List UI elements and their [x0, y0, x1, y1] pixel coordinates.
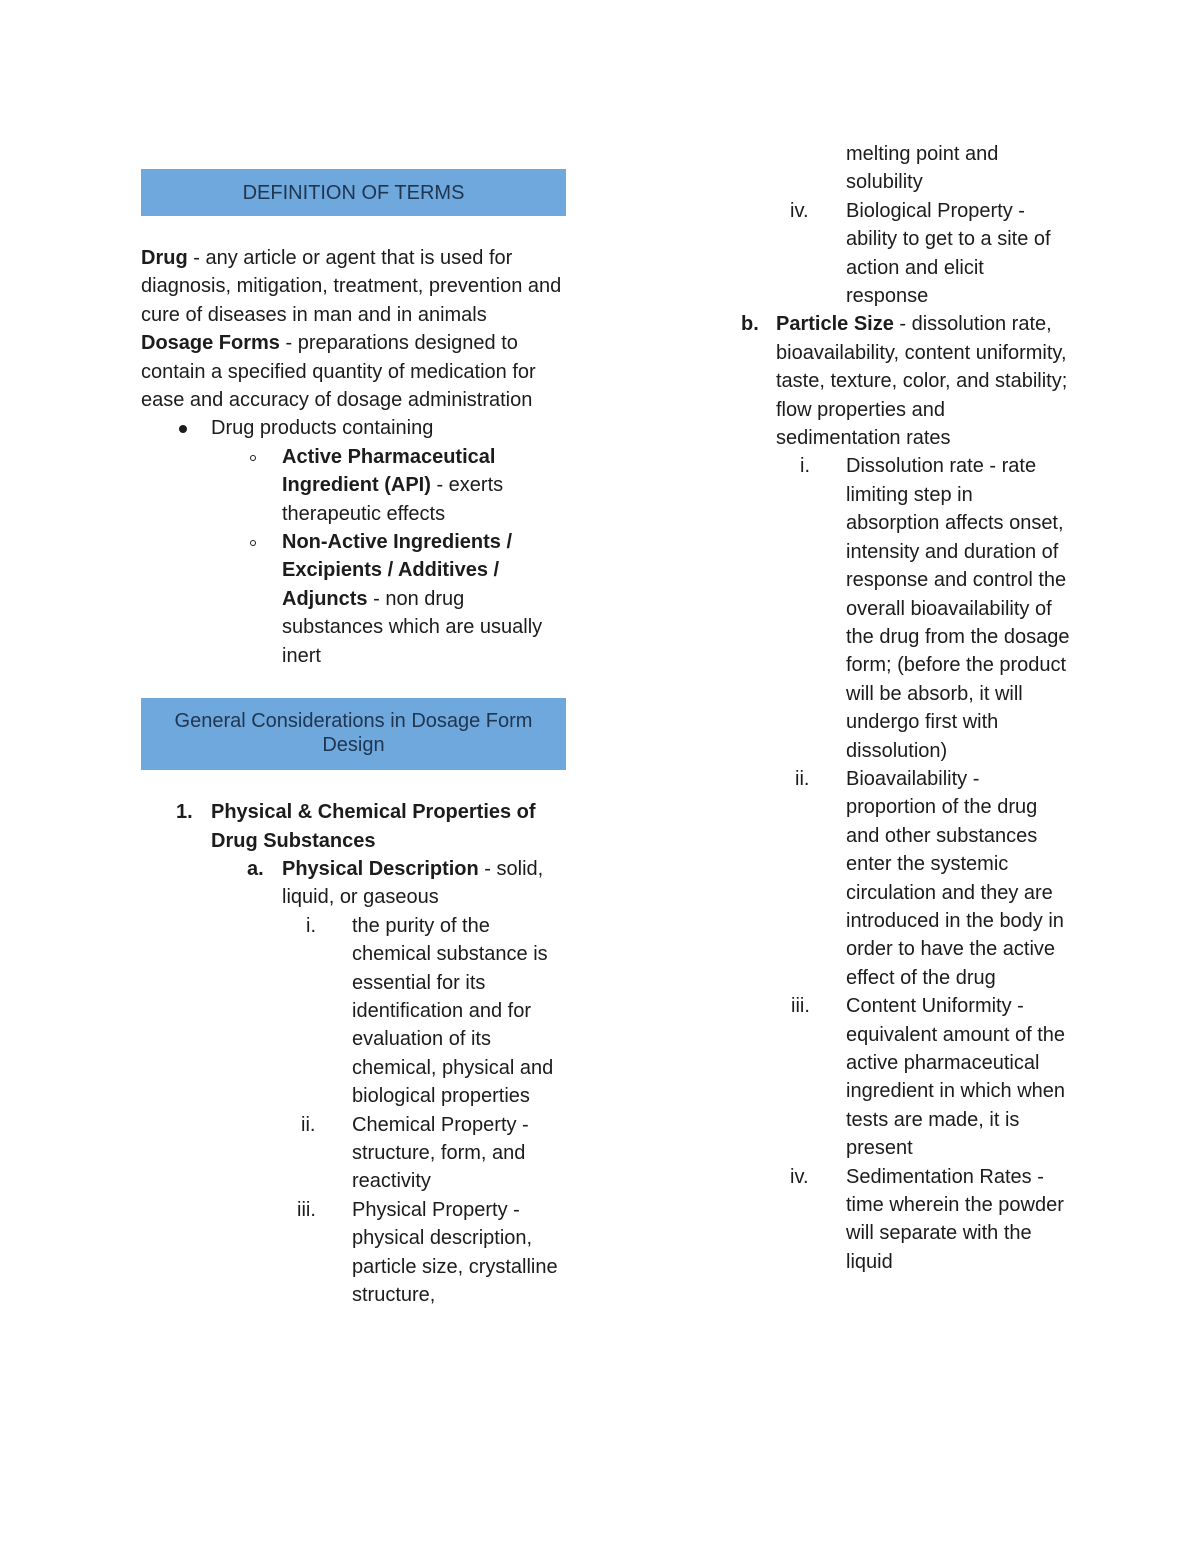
outline-item-b	[741, 310, 1071, 452]
item-a-iii-text: Physical Property - physical description, particle size, crystalline structure,	[352, 1198, 558, 1306]
outline-item-b-iii	[741, 992, 1071, 1162]
item-a-i-marker: i.	[306, 914, 316, 937]
circle-bullet-icon	[250, 455, 256, 461]
drug-term: Drug	[141, 247, 188, 269]
dosage-forms-term: Dosage Forms	[141, 332, 280, 355]
item-b-iii-text: Content Uniformity - equivalent amount of the active pharmaceutical ingredient in which when tests are made, it is present	[846, 995, 1066, 1160]
dosage-forms-text: - preparations designed to contain a specified quantity of medication for ease and accuracy of dosage administration	[141, 332, 536, 412]
right-column	[741, 140, 1071, 1276]
api-term: Active Pharmaceutical Ingredient (API)	[282, 445, 496, 497]
nonactive-text: - non drug substances which are usually inert	[282, 587, 543, 667]
bullet-dot-icon	[179, 425, 187, 433]
outline-item-a	[141, 855, 566, 912]
item-b-iii-marker: iii.	[791, 995, 810, 1018]
item-1-title: Physical & Chemical Properties of Drug Substances	[211, 801, 536, 852]
item-b-term: Particle Size	[776, 313, 894, 336]
outline-item-a-i	[141, 912, 566, 1111]
dosage-forms-definition	[141, 329, 566, 414]
circle-bullet-icon	[250, 540, 256, 546]
api-text: - exerts therapeutic effects	[282, 474, 504, 525]
outline-item-b-i	[741, 452, 1071, 764]
item-a-term: Physical Description	[282, 857, 479, 880]
definition-of-terms-title: DEFINITION OF TERMS	[242, 182, 465, 204]
item-a-iii-continued-text: melting point and solubility	[846, 143, 999, 194]
outline-item-b-iv	[741, 1163, 1071, 1277]
drug-text: - any article or agent that is used for diagnosis, mitigation, treatment, prevention and cure of diseases in man and in animals	[141, 247, 562, 326]
bullet-item	[141, 414, 566, 442]
sub-bullet-nonactive	[141, 528, 566, 670]
outline-item-a-iii-continued	[741, 140, 1071, 197]
item-a-text: - solid, liquid, or gaseous	[282, 857, 544, 909]
general-considerations-heading	[141, 698, 566, 770]
outline-item-a-ii	[141, 1111, 566, 1196]
item-b-ii-text: Bioavailability - proportion of the drug and other substances enter the systemic circulation and they are introduced in the body in order to have the active effect of the drug	[846, 767, 1064, 989]
general-considerations-title: General Considerations in Dosage Form Design	[174, 710, 533, 757]
outline-item-1	[141, 798, 566, 855]
item-1-marker: 1.	[176, 801, 193, 824]
item-a-marker: a.	[247, 857, 264, 880]
sub-bullet-api	[141, 443, 566, 528]
item-a-i-text: the purity of the chemical substance is essential for its identification and for evaluation of its chemical, physical and biological properties	[352, 914, 554, 1108]
item-a-ii-marker: ii.	[301, 1113, 316, 1136]
item-a-iii-marker: iii.	[297, 1198, 316, 1221]
item-b-iv-marker: iv.	[790, 1165, 809, 1188]
outline-item-a-iv	[741, 197, 1071, 311]
bullet-text: Drug products containing	[211, 417, 434, 440]
item-b-i-text: Dissolution rate - rate limiting step in absorption affects onset, intensity and duration of response and control the overall bioavailability of the drug from the dosage form; (before the product will be absorb, it will undergo first with dissolution)	[846, 455, 1070, 762]
item-a-ii-text: Chemical Property - structure, form, and reactivity	[352, 1113, 529, 1193]
drug-definition	[141, 244, 566, 329]
outline-item-b-ii	[741, 765, 1071, 992]
outline-item-a-iii	[141, 1196, 566, 1310]
item-b-ii-marker: ii.	[795, 767, 810, 790]
item-b-marker: b.	[741, 313, 759, 336]
item-b-iv-text: Sedimentation Rates - time wherein the powder will separate with the liquid	[846, 1165, 1064, 1273]
item-b-i-marker: i.	[800, 455, 810, 478]
item-a-iv-text: Biological Property - ability to get to a site of action and elicit response	[846, 199, 1051, 308]
nonactive-term: Non-Active Ingredients / Excipients / Additives / Adjuncts	[282, 531, 513, 610]
item-a-iv-marker: iv.	[790, 199, 809, 222]
left-column	[141, 169, 566, 1309]
definition-of-terms-heading	[141, 169, 566, 216]
item-b-text: - dissolution rate, bioavailability, content uniformity, taste, texture, color, and stability; flow properties and sedimentation rates	[776, 313, 1068, 450]
